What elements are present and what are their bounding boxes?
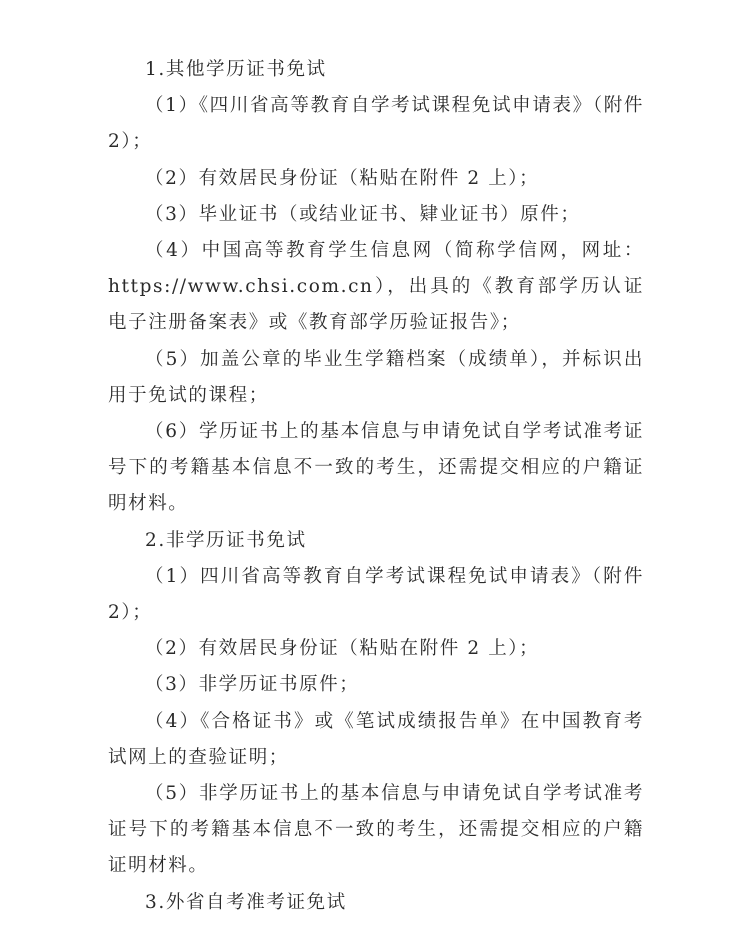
list-item: （1）《四川省高等教育自学考试课程免试申请表》（附件 2）； (108, 95, 644, 153)
list-item: （5）加盖公章的毕业生学籍档案（成绩单），并标识出用于免试的课程； (108, 348, 644, 406)
list-item: （4）《合格证书》或《笔试成绩报告单》在中国教育考试网上的查验证明； (108, 710, 644, 768)
section-heading: 2.非学历证书免试 (145, 529, 307, 551)
section-1 (108, 52, 644, 523)
list-item: （6）学历证书上的基本信息与申请免试自学考试准考证号下的考籍基本信息不一致的考生，还需提交相应的户籍证明材料。 (108, 421, 644, 515)
section-heading: 1.其他学历证书免试 (145, 59, 327, 80)
list-item: （2）有效居民身份证（粘贴在附件 2 上）； (145, 167, 540, 189)
document-body (108, 52, 644, 921)
list-item: （3）毕业证书（或结业证书、肄业证书）原件； (145, 203, 581, 225)
section-2 (108, 523, 644, 885)
section-3 (108, 885, 644, 921)
list-item: （3）非学历证书原件； (145, 674, 360, 696)
list-item: （4）中国高等教育学生信息网（简称学信网，网址：https://www.chsi.com.cn），出具的《教育部学历认证电子注册备案表》或《教育部学历验证报告》； (108, 240, 644, 334)
list-item: （5）非学历证书上的基本信息与申请免试自学考试准考证号下的考籍基本信息不一致的考生，还需提交相应的户籍证明材料。 (108, 783, 644, 877)
list-item: （2）有效居民身份证（粘贴在附件 2 上）； (145, 638, 540, 660)
list-item: （1）四川省高等教育自学考试课程免试申请表》（附件 2）； (108, 565, 644, 624)
section-heading: 3.外省自考准考证免试 (145, 891, 347, 913)
